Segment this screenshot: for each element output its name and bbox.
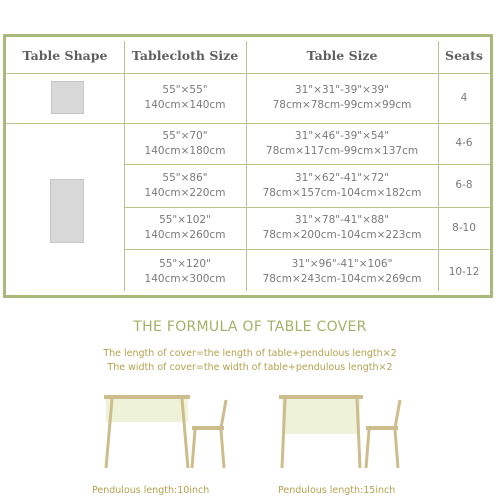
header-table-shape: Table Shape — [22, 47, 108, 63]
tablecloth-size-cell: 55"×120" 140cm×300cm — [144, 258, 226, 285]
size-table — [3, 34, 493, 298]
table-chair-illustration — [100, 392, 240, 472]
tablecloth-size-cell: 55"×86" 140cm×220cm — [144, 171, 226, 199]
tablecloth-size-cell: 55"×102" 140cm×260cm — [144, 214, 226, 241]
formula-width: The width of cover=the width of table+pendulous length×2 — [107, 362, 393, 373]
header-table-size: Table Size — [306, 47, 378, 63]
formula-title: THE FORMULA OF TABLE COVER — [133, 319, 367, 335]
tablecloth-size-cell: 55"×55" 140cm×140cm — [144, 84, 226, 111]
table-size-cell: 31"×62"-41"×72" 78cm×157cm-104cm×182cm — [262, 171, 422, 199]
table-size-cell: 31"×46"-39"×54" 78cm×117cm-99cm×137cm — [265, 129, 419, 157]
seats-cell: 4-6 — [455, 137, 473, 149]
header-tablecloth-size: Tablecloth Size — [131, 47, 239, 63]
seats-cell: 10-12 — [448, 265, 480, 278]
seats-cell: 8-10 — [452, 221, 476, 234]
table-size-cell: 31"×31"-39"×39" 78cm×78cm-99cm×99cm — [272, 84, 412, 111]
table-chair-illustration — [276, 392, 416, 472]
pendulous-caption-15: Pendulous length:15inch — [278, 485, 396, 496]
seats-cell: 6-8 — [455, 179, 473, 191]
header-seats: Seats — [445, 47, 483, 63]
formula-length: The length of cover=the length of table+pendulous length×2 — [103, 348, 397, 359]
table-size-cell: 31"×78"-41"×88" 78cm×200cm-104cm×223cm — [262, 214, 422, 241]
tablecloth-size-cell: 55"×70" 140cm×180cm — [144, 129, 226, 157]
rectangle-table-icon — [50, 179, 84, 243]
seats-cell: 4 — [460, 91, 468, 104]
pendulous-caption-10: Pendulous length:10inch — [92, 485, 210, 496]
square-table-icon — [51, 81, 84, 114]
table-size-cell: 31"×96"-41"×106" 78cm×243cm-104cm×269cm — [262, 258, 422, 285]
